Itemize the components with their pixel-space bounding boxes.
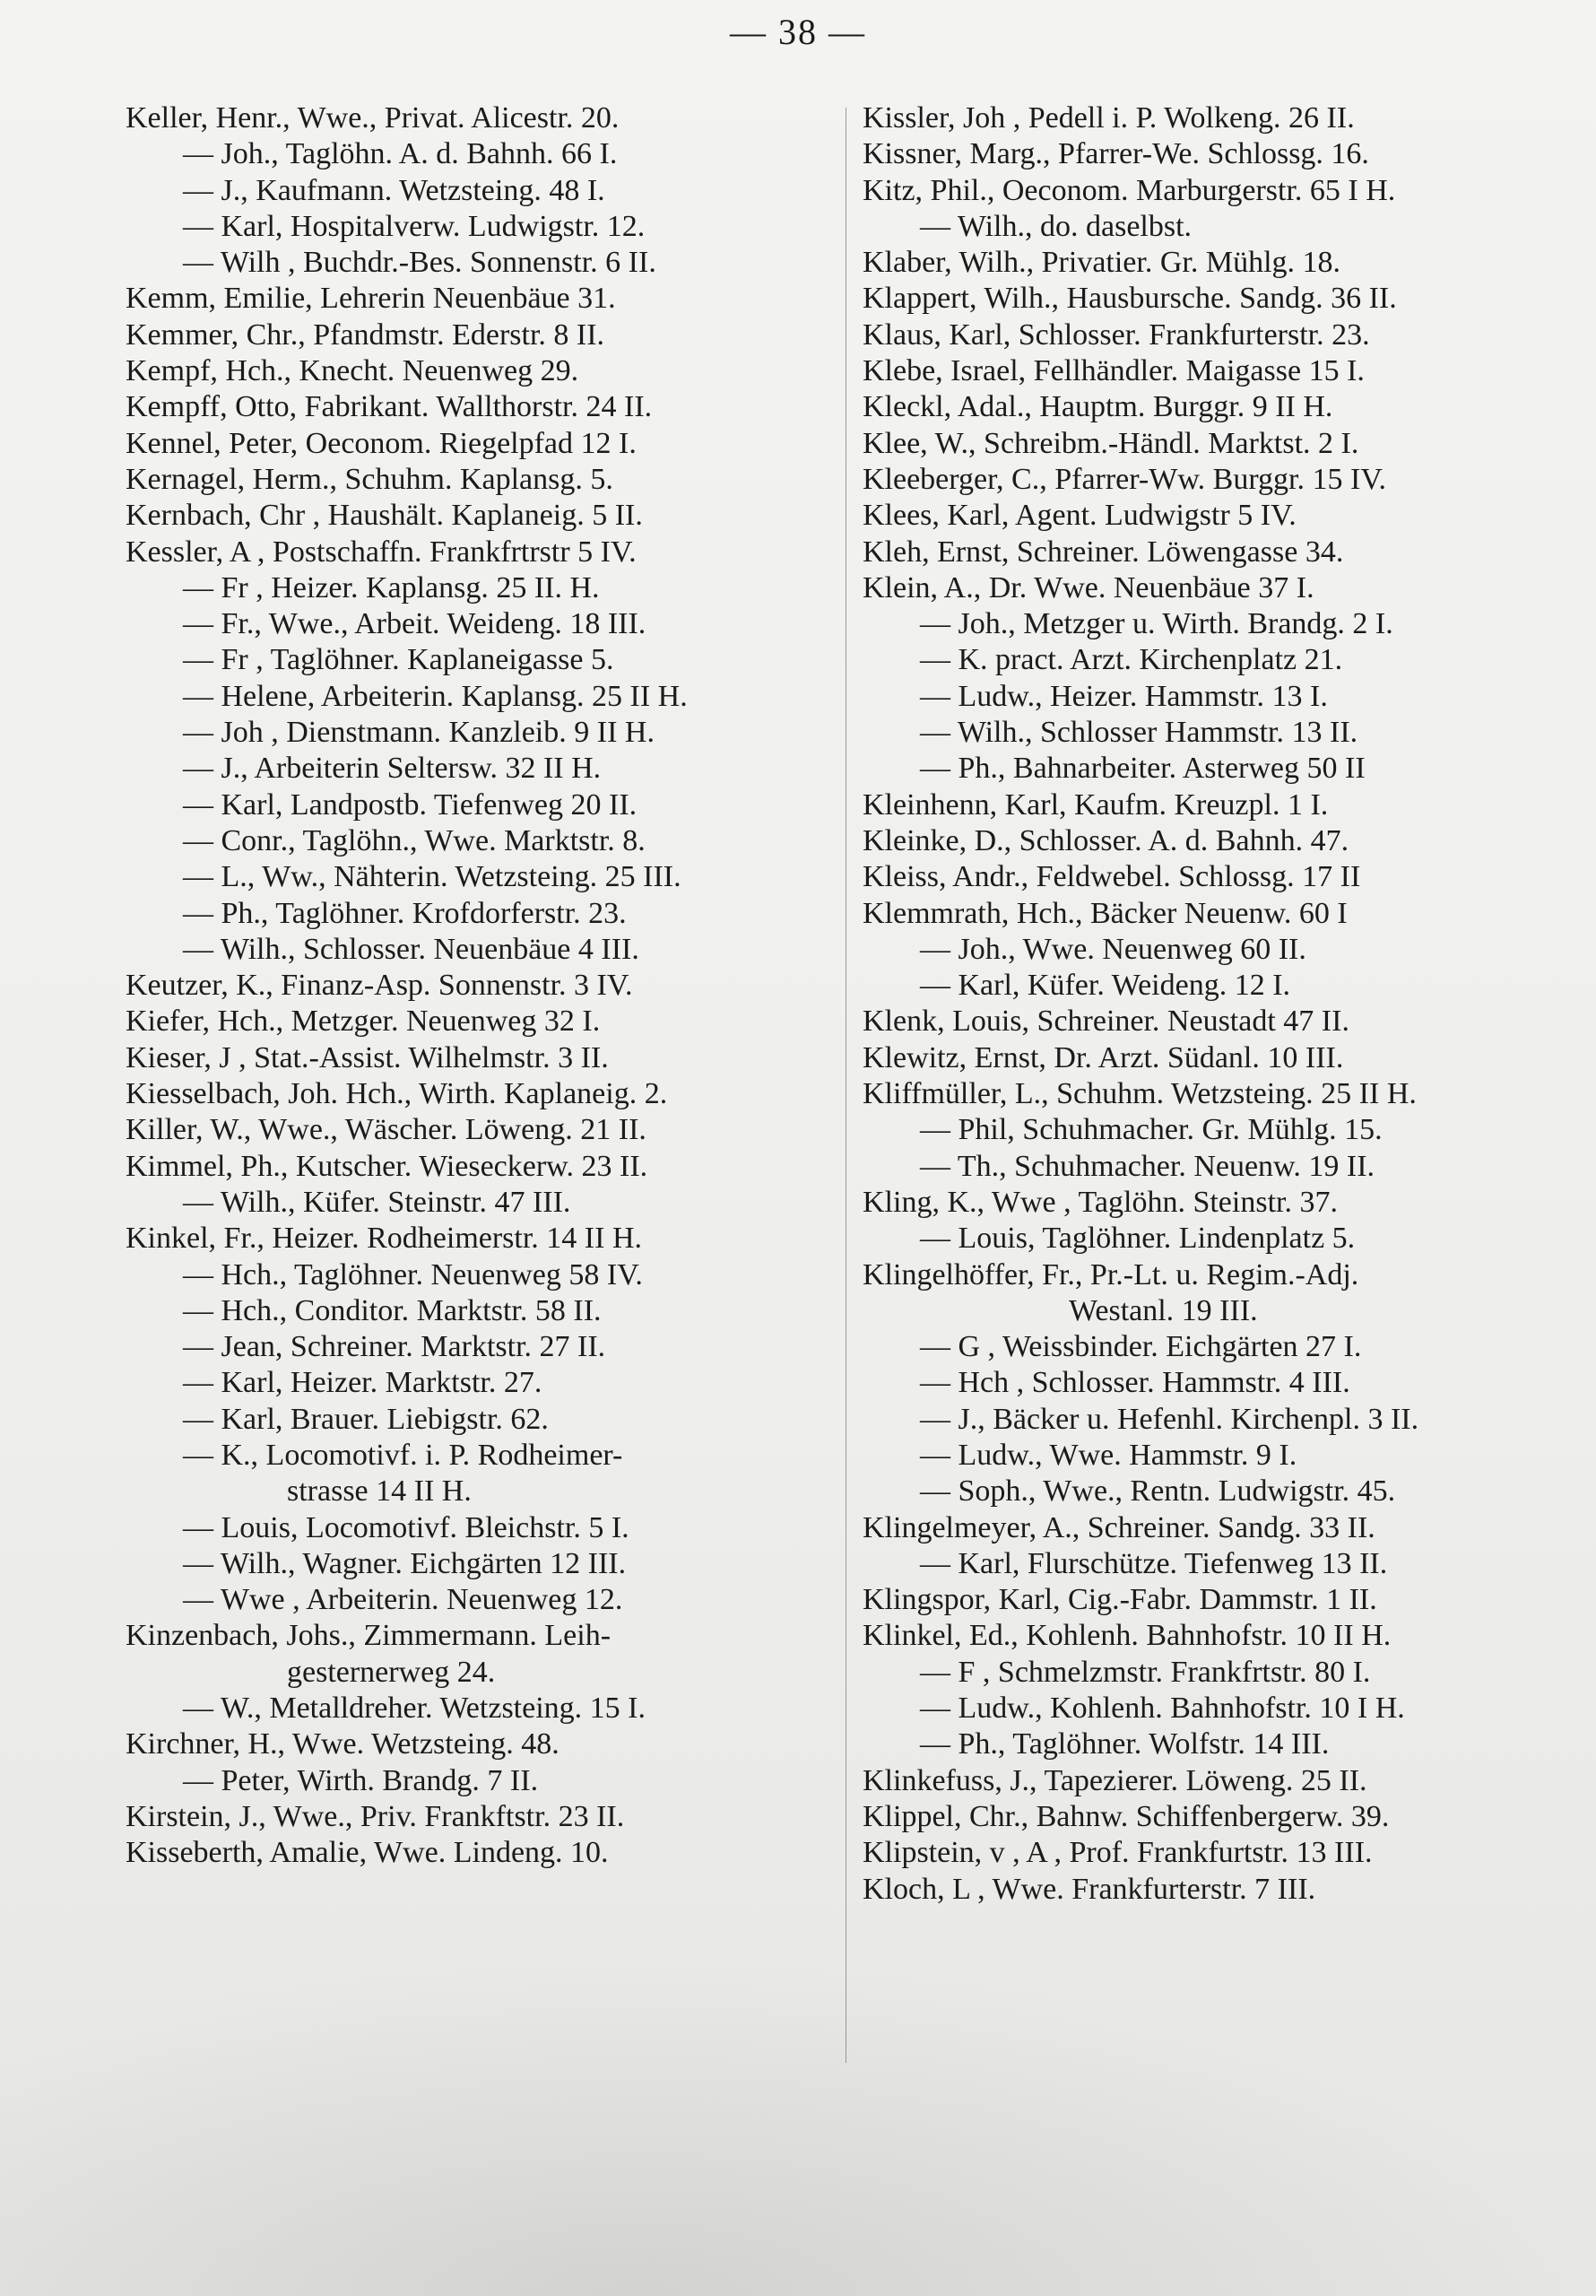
directory-entry: Kleeberger, C., Pfarrer-Ww. Burggr. 15 IV.: [863, 462, 1386, 496]
directory-entry: Klewitz, Ernst, Dr. Arzt. Südanl. 10 III.: [863, 1040, 1344, 1074]
directory-entry: Klinkel, Ed., Kohlenh. Bahnhofstr. 10 II H.: [863, 1619, 1392, 1653]
page-number: — 38 —: [730, 12, 866, 52]
directory-entry-continuation: — Louis, Taglöhner. Lindenplatz 5.: [920, 1222, 1356, 1256]
directory-entry: Kleckl, Adal., Hauptm. Burggr. 9 II H.: [863, 390, 1333, 424]
directory-entry: Kernagel, Herm., Schuhm. Kaplansg. 5.: [126, 462, 613, 496]
directory-entry-continuation: — Ludw., Kohlenh. Bahnhofstr. 10 I H.: [920, 1692, 1405, 1726]
directory-entry-continuation: — G , Weissbinder. Eichgärten 27 I.: [920, 1330, 1362, 1364]
directory-entry: Klemmrath, Hch., Bäcker Neuenw. 60 I: [863, 896, 1348, 930]
directory-entry-continuation: — Joh., Metzger u. Wirth. Brandg. 2 I.: [920, 607, 1393, 641]
directory-entry: Kessler, A , Postschaffn. Frankfrtrstr 5 IV.: [126, 535, 637, 569]
directory-entry: Kempf, Hch., Knecht. Neuenweg 29.: [126, 354, 579, 388]
directory-entry-continuation: — Ph., Taglöhner. Wolfstr. 14 III.: [920, 1727, 1330, 1761]
directory-entry-continuation: — Joh., Wwe. Neuenweg 60 II.: [920, 932, 1306, 966]
directory-entry-continuation: — Soph., Wwe., Rentn. Ludwigstr. 45.: [920, 1474, 1396, 1509]
directory-entry: Kernbach, Chr , Haushält. Kaplaneig. 5 II.: [126, 499, 643, 533]
directory-entry-continuation: — J., Bäcker u. Hefenhl. Kirchenpl. 3 II.: [920, 1402, 1419, 1436]
directory-entry-continuation: — Th., Schuhmacher. Neuenw. 19 II.: [920, 1149, 1375, 1183]
directory-entry-continuation: — Joh., Taglöhn. A. d. Bahnh. 66 I.: [183, 137, 618, 171]
directory-entry-continuation: — Phil, Schuhmacher. Gr. Mühlg. 15.: [920, 1113, 1383, 1147]
directory-entry-continuation: — Fr , Taglöhner. Kaplaneigasse 5.: [183, 643, 614, 677]
directory-entry-continuation: — Hch., Taglöhner. Neuenweg 58 IV.: [183, 1257, 643, 1292]
directory-entry-continuation: — Ph., Taglöhner. Krofdorferstr. 23.: [183, 896, 627, 930]
directory-entry-continuation: — Helene, Arbeiterin. Kaplansg. 25 II H.: [183, 679, 688, 713]
directory-entry-continuation: — Ph., Bahnarbeiter. Asterweg 50 II: [920, 752, 1366, 786]
directory-entry-continuation: — J., Kaufmann. Wetzsteing. 48 I.: [183, 173, 605, 207]
directory-entry-continuation: — W., Metalldreher. Wetzsteing. 15 I.: [183, 1692, 646, 1726]
directory-entry-continuation: — K. pract. Arzt. Kirchenplatz 21.: [920, 643, 1343, 677]
directory-entry: Klippel, Chr., Bahnw. Schiffenbergerw. 39.: [863, 1799, 1390, 1833]
left-column: [126, 100, 834, 1872]
directory-entry-continuation: strasse 14 II H.: [287, 1474, 472, 1509]
directory-entry-continuation: — Louis, Locomotivf. Bleichstr. 5 I.: [183, 1510, 629, 1544]
directory-entry-continuation: — Wilh , Buchdr.-Bes. Sonnenstr. 6 II.: [183, 246, 656, 280]
directory-entry: Klipstein, v , A , Prof. Frankfurtstr. 13 III.: [863, 1836, 1373, 1870]
directory-entry-continuation: — Jean, Schreiner. Marktstr. 27 II.: [183, 1330, 606, 1364]
directory-entry-continuation: — K., Locomotivf. i. P. Rodheimer-: [183, 1438, 623, 1472]
directory-entry: Kinzenbach, Johs., Zimmermann. Leih-: [126, 1619, 612, 1653]
directory-entry-continuation: — Fr., Wwe., Arbeit. Weideng. 18 III.: [183, 607, 646, 641]
directory-entry: Klingelhöffer, Fr., Pr.-Lt. u. Regim.-Adj.: [863, 1257, 1359, 1292]
directory-entry: Kissner, Marg., Pfarrer-We. Schlossg. 16.: [863, 137, 1369, 171]
directory-entry-continuation: — Karl, Hospitalverw. Ludwigstr. 12.: [183, 209, 646, 243]
directory-entry-continuation: — Karl, Landpostb. Tiefenweg 20 II.: [183, 787, 638, 822]
directory-entry: Kissler, Joh , Pedell i. P. Wolkeng. 26 II.: [863, 101, 1355, 135]
directory-entry-continuation: — Ludw., Heizer. Hammstr. 13 I.: [920, 679, 1328, 713]
directory-entry: Keller, Henr., Wwe., Privat. Alicestr. 20.: [126, 101, 620, 135]
directory-entry-continuation: gesternerweg 24.: [287, 1655, 496, 1689]
directory-entry: Kleiss, Andr., Feldwebel. Schlossg. 17 II: [863, 860, 1361, 894]
directory-entry: Klaus, Karl, Schlosser. Frankfurterstr. 23.: [863, 317, 1370, 352]
directory-entry: Klaber, Wilh., Privatier. Gr. Mühlg. 18.: [863, 246, 1341, 280]
directory-entry: Kling, K., Wwe , Taglöhn. Steinstr. 37.: [863, 1185, 1338, 1219]
directory-entry-continuation: — Karl, Flurschütze. Tiefenweg 13 II.: [920, 1546, 1388, 1580]
paper-stain: [0, 1955, 1596, 2296]
directory-entry: Klees, Karl, Agent. Ludwigstr 5 IV.: [863, 499, 1297, 533]
directory-entry: Kisseberth, Amalie, Wwe. Lindeng. 10.: [126, 1836, 609, 1870]
directory-entry: Kempff, Otto, Fabrikant. Wallthorstr. 24 II.: [126, 390, 653, 424]
directory-entry-continuation: — Karl, Brauer. Liebigstr. 62.: [183, 1402, 549, 1436]
directory-entry: Kiefer, Hch., Metzger. Neuenweg 32 I.: [126, 1004, 601, 1039]
directory-entry-continuation: — Karl, Heizer. Marktstr. 27.: [183, 1366, 542, 1400]
right-column: [863, 100, 1504, 1908]
directory-entry-continuation: — Wilh., Schlosser. Neuenbäue 4 III.: [183, 932, 639, 966]
directory-entry-continuation: — F , Schmelzmstr. Frankfrtstr. 80 I.: [920, 1655, 1371, 1689]
directory-entry: Klingelmeyer, A., Schreiner. Sandg. 33 II.: [863, 1510, 1375, 1544]
directory-entry-continuation: — Karl, Küfer. Weideng. 12 I.: [920, 969, 1291, 1003]
directory-entry: Kemmer, Chr., Pfandmstr. Ederstr. 8 II.: [126, 317, 605, 352]
directory-entry: Klee, W., Schreibm.-Händl. Marktst. 2 I.: [863, 426, 1359, 460]
directory-entry: Klein, A., Dr. Wwe. Neuenbäue 37 I.: [863, 570, 1314, 604]
directory-entry: Kieser, J , Stat.-Assist. Wilhelmstr. 3 II.: [126, 1040, 609, 1074]
directory-entry: Kleinke, D., Schlosser. A. d. Bahnh. 47.: [863, 823, 1349, 857]
directory-entry-continuation: — Ludw., Wwe. Hammstr. 9 I.: [920, 1438, 1297, 1472]
directory-entry: Klenk, Louis, Schreiner. Neustadt 47 II.: [863, 1004, 1349, 1039]
directory-entry: Klappert, Wilh., Hausbursche. Sandg. 36 II.: [863, 282, 1397, 316]
directory-entry-continuation: — Wilh., Wagner. Eichgärten 12 III.: [183, 1546, 627, 1580]
directory-entry-continuation: — Hch , Schlosser. Hammstr. 4 III.: [920, 1366, 1350, 1400]
directory-entry-continuation: — Conr., Taglöhn., Wwe. Marktstr. 8.: [183, 823, 646, 857]
directory-entry-continuation: — Fr , Heizer. Kaplansg. 25 II. H.: [183, 570, 600, 604]
directory-entry: Kitz, Phil., Oeconom. Marburgerstr. 65 I H.: [863, 173, 1396, 207]
directory-entry-continuation: — L., Ww., Nähterin. Wetzsteing. 25 III.: [183, 860, 681, 894]
directory-entry: Klinkefuss, J., Tapezierer. Löweng. 25 II.: [863, 1763, 1367, 1797]
directory-entry-continuation: — Wilh., Schlosser Hammstr. 13 II.: [920, 716, 1358, 750]
directory-entry: Kloch, L , Wwe. Frankfurterstr. 7 III.: [863, 1872, 1316, 1906]
directory-entry: Killer, W., Wwe., Wäscher. Löweng. 21 II.: [126, 1113, 646, 1147]
directory-entry-continuation: — Wilh., do. daselbst.: [920, 209, 1193, 243]
directory-entry: Klebe, Israel, Fellhändler. Maigasse 15 I.: [863, 354, 1365, 388]
directory-entry: Kiesselbach, Joh. Hch., Wirth. Kaplaneig. 2.: [126, 1077, 668, 1111]
directory-entry-continuation: — Peter, Wirth. Brandg. 7 II.: [183, 1763, 539, 1797]
directory-entry: Kinkel, Fr., Heizer. Rodheimerstr. 14 II H.: [126, 1222, 643, 1256]
directory-entry: Kirstein, J., Wwe., Priv. Frankftstr. 23 II.: [126, 1799, 625, 1833]
directory-entry: Kemm, Emilie, Lehrerin Neuenbäue 31.: [126, 282, 616, 316]
directory-entry-continuation: — Hch., Conditor. Marktstr. 58 II.: [183, 1293, 602, 1327]
directory-entry: Keutzer, K., Finanz-Asp. Sonnenstr. 3 IV.: [126, 969, 633, 1003]
directory-entry: Klingspor, Karl, Cig.-Fabr. Dammstr. 1 II.: [863, 1583, 1377, 1617]
directory-entry: Kliffmüller, L., Schuhm. Wetzsteing. 25 II H.: [863, 1077, 1417, 1111]
directory-entry: Kleh, Ernst, Schreiner. Löwengasse 34.: [863, 535, 1344, 569]
directory-entry-continuation: — Joh , Dienstmann. Kanzleib. 9 II H.: [183, 716, 655, 750]
directory-entry-continuation: — J., Arbeiterin Seltersw. 32 II H.: [183, 752, 602, 786]
directory-entry-continuation: Westanl. 19 III.: [1069, 1293, 1258, 1327]
directory-entry: Kirchner, H., Wwe. Wetzsteing. 48.: [126, 1727, 559, 1761]
directory-entry: Kimmel, Ph., Kutscher. Wieseckerw. 23 II.: [126, 1149, 648, 1183]
directory-entry: Kennel, Peter, Oeconom. Riegelpfad 12 I.: [126, 426, 637, 460]
directory-entry: Kleinhenn, Karl, Kaufm. Kreuzpl. 1 I.: [863, 787, 1329, 822]
directory-entry-continuation: — Wilh., Küfer. Steinstr. 47 III.: [183, 1185, 571, 1219]
directory-entry-continuation: — Wwe , Arbeiterin. Neuenweg 12.: [183, 1583, 623, 1617]
